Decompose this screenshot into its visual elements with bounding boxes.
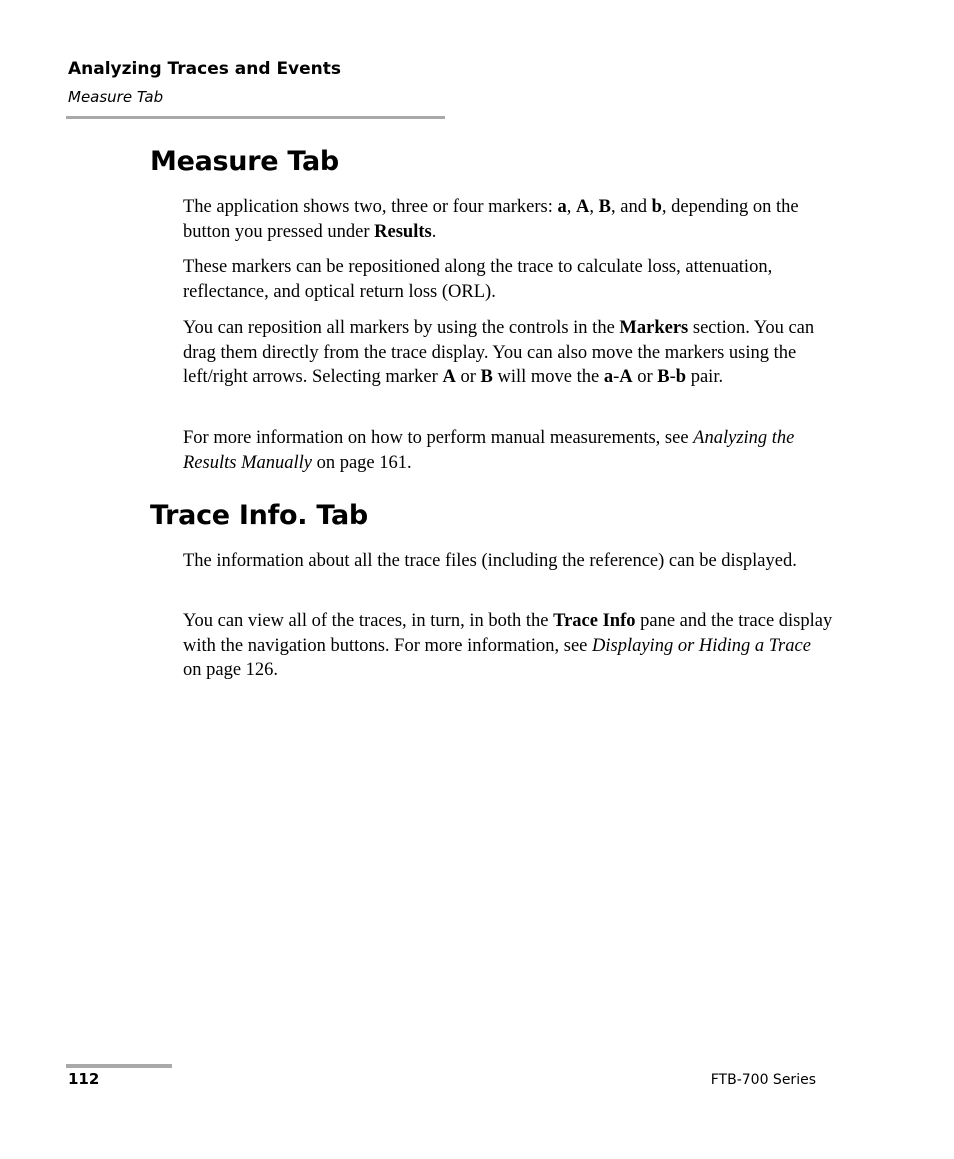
text-run: For more information on how to perform manual measurements, see <box>183 428 694 448</box>
text-run: The application shows two, three or four markers: <box>183 197 558 217</box>
bold-term: A <box>442 367 456 387</box>
text-run: . <box>431 221 437 242</box>
product-series: FTB-700 Series <box>710 1072 816 1088</box>
bold-term: a <box>557 197 567 217</box>
cross-reference: Analyzing the Results Manually <box>183 428 795 473</box>
text-run: will move the <box>492 367 604 387</box>
bold-term: B <box>480 367 493 387</box>
text-run: , depending on the button you pressed under <box>183 197 799 242</box>
text-run: section. You can drag them directly from the trace display. You can also move the markers using the left/right arrows. Selecting marker <box>183 318 815 387</box>
text-run: The information about all the trace files (including the reference) can be displayed. <box>183 551 797 571</box>
text-run: , <box>566 197 577 217</box>
paragraph <box>183 255 833 304</box>
cross-reference: Displaying or Hiding a Trace <box>592 635 811 656</box>
text-run: , <box>589 197 599 217</box>
text-run: pair. <box>686 367 724 387</box>
section-heading: Trace Info. Tab <box>150 500 368 531</box>
running-header-chapter: Analyzing Traces and Events <box>68 59 342 79</box>
section-heading: Measure Tab <box>150 146 339 177</box>
bold-term: Markers <box>619 318 689 338</box>
bold-term: B <box>657 367 670 387</box>
text-run: , and <box>611 197 652 217</box>
text-run: You can reposition all markers by using the controls in the <box>183 318 620 338</box>
header-rule <box>66 116 445 119</box>
bold-term: b <box>651 197 662 217</box>
bold-term: A <box>576 197 590 217</box>
bold-term: Trace Info <box>553 611 636 631</box>
text-run: or <box>455 367 481 387</box>
paragraph <box>183 549 833 574</box>
bold-term: B <box>598 197 611 217</box>
paragraph <box>183 316 833 390</box>
bold-term: a <box>603 367 614 387</box>
text-run: - <box>669 367 676 387</box>
text-run: You can view all of the traces, in turn, in both the <box>183 611 554 631</box>
bold-term: Results <box>374 221 432 242</box>
running-header-section: Measure Tab <box>68 88 164 106</box>
bold-term: A <box>619 367 633 387</box>
text-run: pane and the trace display with the navigation buttons. For more information, see <box>183 611 833 656</box>
page-number: 112 <box>68 1070 100 1088</box>
bold-term: b <box>675 367 687 387</box>
paragraph <box>183 195 833 244</box>
text-run: - <box>613 367 620 387</box>
footer-rule <box>66 1064 172 1068</box>
paragraph <box>183 426 833 475</box>
text-run: These markers can be repositioned along the trace to calculate loss, attenuation, reflectance, and optical return loss (ORL). <box>183 257 773 302</box>
paragraph <box>183 609 833 683</box>
text-run: or <box>632 367 658 387</box>
text-run: on page 161. <box>311 452 412 473</box>
text-run: on page 126. <box>183 660 279 680</box>
